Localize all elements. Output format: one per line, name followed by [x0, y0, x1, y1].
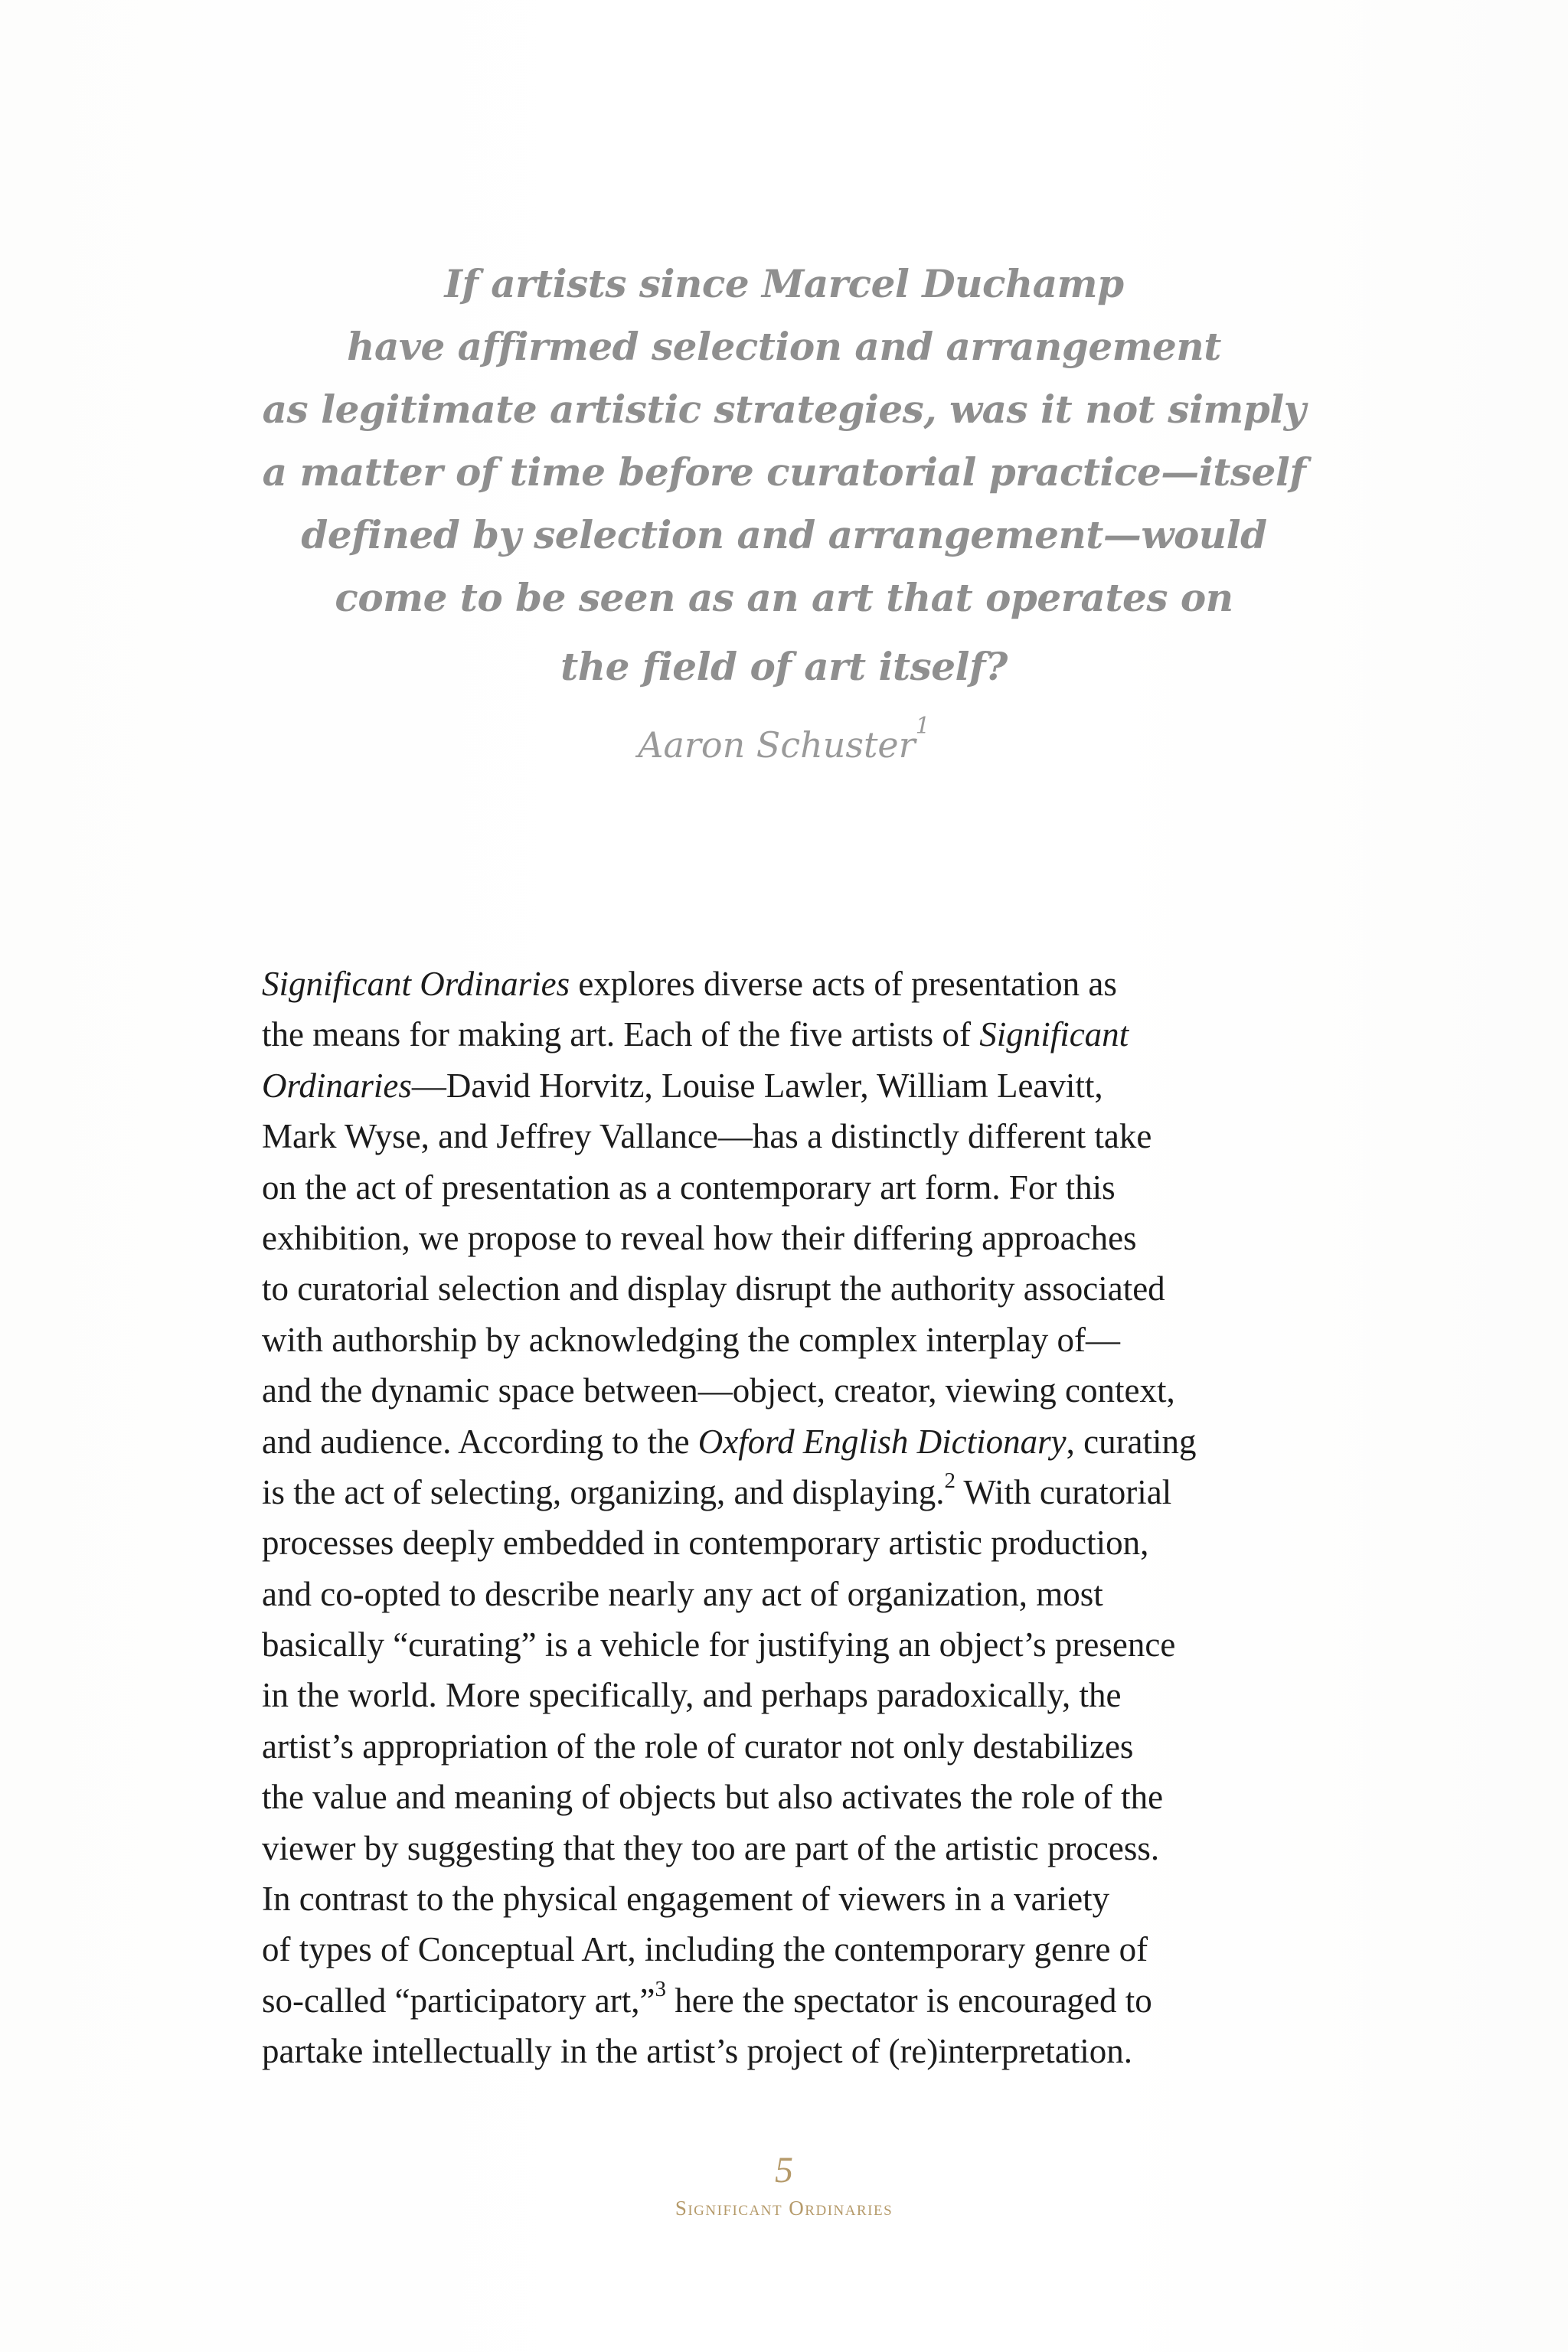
body-text-run: processes deeply embedded in contemporary artistic production, [262, 1524, 1149, 1563]
body-line [262, 1619, 1318, 1670]
body-line [262, 1009, 1318, 1060]
epigraph-line: defined by selection and arrangement—would [301, 512, 1267, 557]
footnote-mark: 1 [915, 713, 930, 740]
body-line [262, 959, 1318, 1009]
body-text-run: artist’s appropriation of the role of curator not only destabilizes [262, 1726, 1134, 1766]
body-line [262, 1772, 1318, 1822]
body-text-run: —David Horvitz, Louise Lawler, William Leavitt, [411, 1066, 1103, 1105]
body-line [262, 1517, 1318, 1568]
italic-title: Significant Ordinaries [262, 965, 570, 1003]
epigraph-line: If artists since Marcel Duchamp [444, 261, 1124, 306]
body-text-run: in the world. More specifically, and perhaps paradoxically, the [262, 1676, 1122, 1715]
body-text-run: partake intellectually in the artist’s project of (re)interpretation. [262, 2032, 1133, 2071]
epigraph [230, 253, 1338, 772]
body-line [262, 1975, 1318, 2026]
epigraph-line: a matter of time before curatorial practice—itself [262, 449, 1306, 495]
body-line [262, 1365, 1318, 1416]
body-text-run: and co-opted to describe nearly any act of organization, most [262, 1574, 1103, 1613]
body-line [262, 1670, 1318, 1720]
epigraph-attribution [230, 713, 1338, 772]
footnote-mark: 2 [944, 1468, 956, 1493]
body-text-run: explores diverse acts of presentation as [570, 965, 1117, 1003]
body-text-run: the means for making art. Each of the five artists of [262, 1015, 980, 1054]
body-text-run: on the act of presentation as a contemporary art form. For this [262, 1168, 1116, 1207]
footnote-mark: 3 [655, 1976, 666, 2001]
body-text-run: the value and meaning of objects but also activates the role of the [262, 1778, 1164, 1817]
page-number: 5 [775, 2150, 793, 2190]
italic-title: Oxford English Dictionary [697, 1422, 1067, 1461]
body-line [262, 2026, 1318, 2076]
italic-title: Significant [979, 1015, 1129, 1054]
body-text-run: basically “curating” is a vehicle for justifying an object’s presence [262, 1625, 1176, 1664]
body-line [262, 1213, 1318, 1263]
body-text-run: and the dynamic space between—object, creator, viewing context, [262, 1371, 1175, 1410]
body-line [262, 1263, 1318, 1314]
body-text-run: here the spectator is encouraged to [665, 1981, 1152, 2020]
body-line [262, 1873, 1318, 1924]
body-text-run: viewer by suggesting that they too are part of the artistic process. [262, 1828, 1160, 1867]
page-footer [0, 2150, 1568, 2222]
epigraph-line: the field of art itself? [560, 644, 1008, 689]
body-text-run: is the act of selecting, organizing, and displaying. [262, 1472, 945, 1511]
italic-title: Ordinaries [262, 1066, 412, 1105]
body-line [262, 1060, 1318, 1111]
body-line [262, 1111, 1318, 1161]
body-line [262, 1467, 1318, 1517]
body-line [262, 1416, 1318, 1467]
body-text-run: of types of Conceptual Art, including the contemporary genre of [262, 1930, 1148, 1969]
body-text-run: with authorship by acknowledging the complex interplay of— [262, 1320, 1121, 1359]
epigraph-line: have affirmed selection and arrangement [347, 324, 1221, 369]
epigraph-line: as legitimate artistic strategies, was it not simply [262, 387, 1306, 432]
body-text-run: exhibition, we propose to reveal how their differing approaches [262, 1218, 1137, 1257]
body-text-run: and audience. According to the [262, 1422, 698, 1461]
body-line [262, 1823, 1318, 1873]
body-line [262, 1315, 1318, 1365]
body-text-run: Mark Wyse, and Jeffrey Vallance—has a distinctly different take [262, 1117, 1152, 1156]
body-text-run: so-called “participatory art,” [262, 1981, 655, 2020]
body-paragraph [262, 959, 1318, 2077]
body-text-run: In contrast to the physical engagement of viewers in a variety [262, 1880, 1110, 1919]
body-line [262, 1162, 1318, 1213]
body-text-run: to curatorial selection and display disrupt the authority associated [262, 1269, 1165, 1308]
epigraph-line: come to be seen as an art that operates on [335, 575, 1233, 620]
running-title: Significant Ordinaries [675, 2197, 893, 2220]
body-text-run: , curating [1066, 1422, 1197, 1461]
epigraph-author: Aaron Schuster [638, 724, 916, 766]
body-line [262, 1721, 1318, 1772]
body-line [262, 1924, 1318, 1975]
body-line [262, 1569, 1318, 1619]
body-text-run: With curatorial [955, 1472, 1172, 1511]
